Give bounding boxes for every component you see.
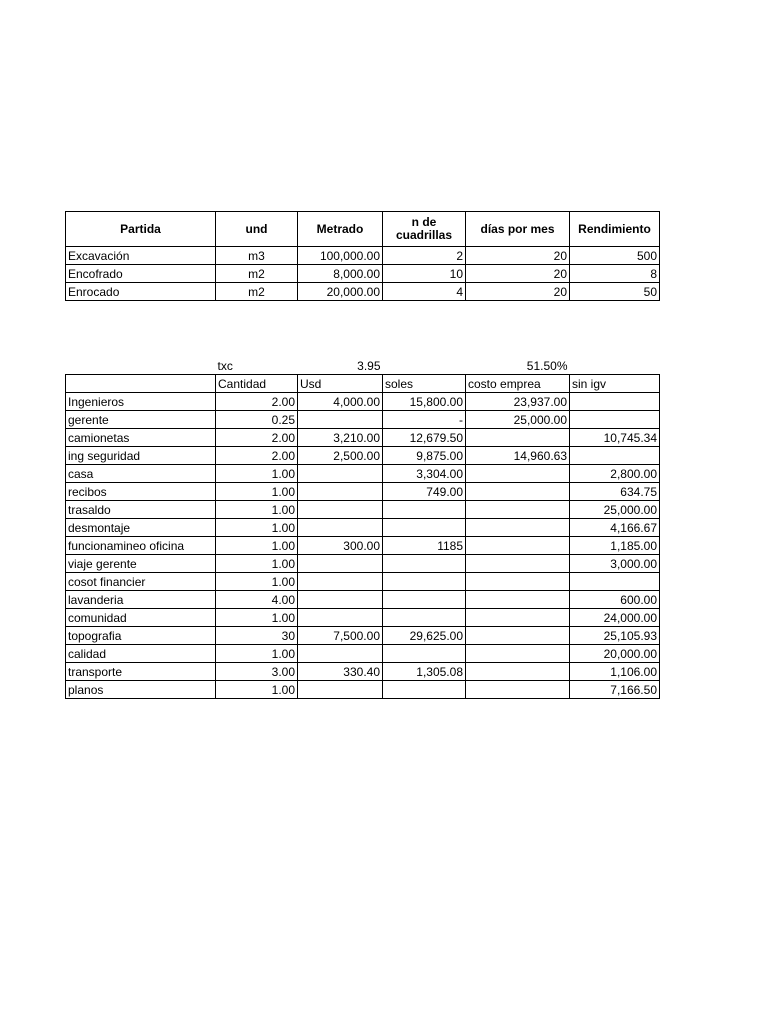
costo-cell: 1,185.00 [570, 537, 660, 555]
partida-cell: 500 [570, 247, 660, 265]
partida-row [66, 247, 660, 265]
costo-cell: 7,166.50 [570, 681, 660, 699]
partida-cell: 50 [570, 283, 660, 301]
costo-cell: 3,000.00 [570, 555, 660, 573]
costo-cell [298, 681, 383, 699]
costo-cell: topografia [66, 627, 216, 645]
costo-row [66, 681, 660, 699]
costo-cell [383, 555, 466, 573]
costo-cell [466, 501, 570, 519]
costo-cell [466, 645, 570, 663]
costo-cell: 24,000.00 [570, 609, 660, 627]
costo-row [66, 537, 660, 555]
costo-cell: 25,000.00 [466, 411, 570, 429]
partida-cell: 20,000.00 [298, 283, 383, 301]
costo-cell: 25,000.00 [570, 501, 660, 519]
costo-cell [570, 411, 660, 429]
costo-cell: 634.75 [570, 483, 660, 501]
costo-cell [466, 519, 570, 537]
costo-cell: calidad [66, 645, 216, 663]
header-cell: und [216, 212, 298, 247]
costo-cell: 1.00 [216, 645, 298, 663]
costos-table [65, 357, 660, 699]
costo-cell: desmontaje [66, 519, 216, 537]
costo-cell [298, 411, 383, 429]
costo-row [66, 609, 660, 627]
header-cell: n de cuadrillas [383, 212, 466, 247]
percent-value: 51.50% [526, 358, 568, 373]
header-cell: soles [383, 375, 466, 393]
costo-cell [298, 609, 383, 627]
costo-cell: transporte [66, 663, 216, 681]
costo-cell: 15,800.00 [383, 393, 466, 411]
costo-row [66, 429, 660, 447]
costo-cell [466, 555, 570, 573]
partida-cell: 20 [466, 265, 570, 283]
header-cell: costo emprea [466, 375, 570, 393]
costo-cell: 749.00 [383, 483, 466, 501]
costo-cell [383, 501, 466, 519]
costo-cell: 1.00 [216, 537, 298, 555]
costo-cell: funcionamineo oficina [66, 537, 216, 555]
costo-cell: 300.00 [298, 537, 383, 555]
costo-cell: 600.00 [570, 591, 660, 609]
costo-cell: 2.00 [216, 393, 298, 411]
costo-cell: 2.00 [216, 447, 298, 465]
costo-cell: cosot financier [66, 573, 216, 591]
costo-cell: 12,679.50 [383, 429, 466, 447]
costo-cell: 1,305.08 [383, 663, 466, 681]
costo-cell: 14,960.63 [466, 447, 570, 465]
costo-cell [570, 393, 660, 411]
costo-cell: gerente [66, 411, 216, 429]
costo-cell: viaje gerente [66, 555, 216, 573]
costo-cell: 4.00 [216, 591, 298, 609]
header-cell: Metrado [298, 212, 383, 247]
costo-cell [383, 573, 466, 591]
costo-cell [466, 573, 570, 591]
costo-cell [466, 537, 570, 555]
costo-cell: 30 [216, 627, 298, 645]
partida-cell: 2 [383, 247, 466, 265]
costo-cell: 1.00 [216, 609, 298, 627]
costo-cell: 4,000.00 [298, 393, 383, 411]
costo-cell: 1.00 [216, 465, 298, 483]
partida-cell: 10 [383, 265, 466, 283]
partida-cell: 20 [466, 247, 570, 265]
costo-cell: 2,800.00 [570, 465, 660, 483]
header-cell: Cantidad [216, 375, 298, 393]
costo-cell: camionetas [66, 429, 216, 447]
costo-row [66, 645, 660, 663]
costo-cell [466, 483, 570, 501]
partida-cell: m2 [216, 265, 298, 283]
costo-cell: 3.00 [216, 663, 298, 681]
costo-cell: lavanderia [66, 591, 216, 609]
costo-cell [298, 645, 383, 663]
costo-cell: 29,625.00 [383, 627, 466, 645]
costo-cell [466, 681, 570, 699]
costo-cell: 7,500.00 [298, 627, 383, 645]
costo-cell: 20,000.00 [570, 645, 660, 663]
partidas-header-row [66, 212, 660, 247]
txc-label: txc [217, 358, 233, 373]
header-cell: Partida [66, 212, 216, 247]
costo-cell: 330.40 [298, 663, 383, 681]
costo-cell: 1185 [383, 537, 466, 555]
costo-cell: 1.00 [216, 681, 298, 699]
costo-cell: 4,166.67 [570, 519, 660, 537]
costo-cell [298, 465, 383, 483]
partida-cell: Enrocado [66, 283, 216, 301]
costo-cell [466, 429, 570, 447]
partida-cell: 4 [383, 283, 466, 301]
costo-cell [383, 591, 466, 609]
header-cell: Rendimiento [570, 212, 660, 247]
header-cell: días por mes [466, 212, 570, 247]
costo-cell [298, 519, 383, 537]
costo-row [66, 555, 660, 573]
costo-cell [466, 627, 570, 645]
costo-cell: comunidad [66, 609, 216, 627]
costo-cell [466, 663, 570, 681]
costo-cell: 2.00 [216, 429, 298, 447]
header-cell: Usd [298, 375, 383, 393]
costo-cell [298, 573, 383, 591]
exchange-rate: 3.95 [357, 358, 381, 373]
partida-cell: 20 [466, 283, 570, 301]
costo-cell: 1.00 [216, 519, 298, 537]
costo-cell: 1.00 [216, 573, 298, 591]
costo-cell: 0.25 [216, 411, 298, 429]
costo-cell: recibos [66, 483, 216, 501]
partida-cell: Encofrado [66, 265, 216, 283]
costo-row [66, 663, 660, 681]
partida-cell: 8,000.00 [298, 265, 383, 283]
costo-cell: 25,105.93 [570, 627, 660, 645]
partidas-table [65, 211, 660, 301]
rate-row [66, 357, 660, 375]
costo-row [66, 573, 660, 591]
costo-cell: planos [66, 681, 216, 699]
costo-cell: 1,106.00 [570, 663, 660, 681]
costo-cell: 1.00 [216, 501, 298, 519]
partida-cell: m2 [216, 283, 298, 301]
costo-cell: 9,875.00 [383, 447, 466, 465]
costo-cell [383, 645, 466, 663]
costo-cell: 3,304.00 [383, 465, 466, 483]
partida-cell: Excavación [66, 247, 216, 265]
costo-cell [570, 573, 660, 591]
costo-row [66, 483, 660, 501]
costo-cell [383, 681, 466, 699]
costo-cell: 10,745.34 [570, 429, 660, 447]
costo-cell: 23,937.00 [466, 393, 570, 411]
costo-row [66, 411, 660, 429]
header-cell [66, 375, 216, 393]
costo-cell: ing seguridad [66, 447, 216, 465]
costo-cell: 3,210.00 [298, 429, 383, 447]
partida-cell: m3 [216, 247, 298, 265]
costo-row [66, 591, 660, 609]
costo-row [66, 465, 660, 483]
partida-cell: 8 [570, 265, 660, 283]
partida-row [66, 265, 660, 283]
costos-header-row [66, 375, 660, 393]
costo-cell [383, 609, 466, 627]
costo-cell [298, 483, 383, 501]
costo-row [66, 519, 660, 537]
costo-cell [466, 591, 570, 609]
costo-cell [298, 555, 383, 573]
partida-row [66, 283, 660, 301]
costo-row [66, 501, 660, 519]
costo-cell: casa [66, 465, 216, 483]
header-cell: sin igv [570, 375, 660, 393]
costo-row [66, 627, 660, 645]
costo-cell: - [383, 411, 466, 429]
costo-cell [466, 609, 570, 627]
costo-row [66, 447, 660, 465]
costo-cell: 2,500.00 [298, 447, 383, 465]
costo-cell [298, 591, 383, 609]
costo-cell [298, 501, 383, 519]
costo-cell: Ingenieros [66, 393, 216, 411]
costo-cell: trasaldo [66, 501, 216, 519]
costo-cell: 1.00 [216, 483, 298, 501]
costo-row [66, 393, 660, 411]
costo-cell: 1.00 [216, 555, 298, 573]
costo-cell [466, 465, 570, 483]
costo-cell [570, 447, 660, 465]
costo-cell [383, 519, 466, 537]
partida-cell: 100,000.00 [298, 247, 383, 265]
